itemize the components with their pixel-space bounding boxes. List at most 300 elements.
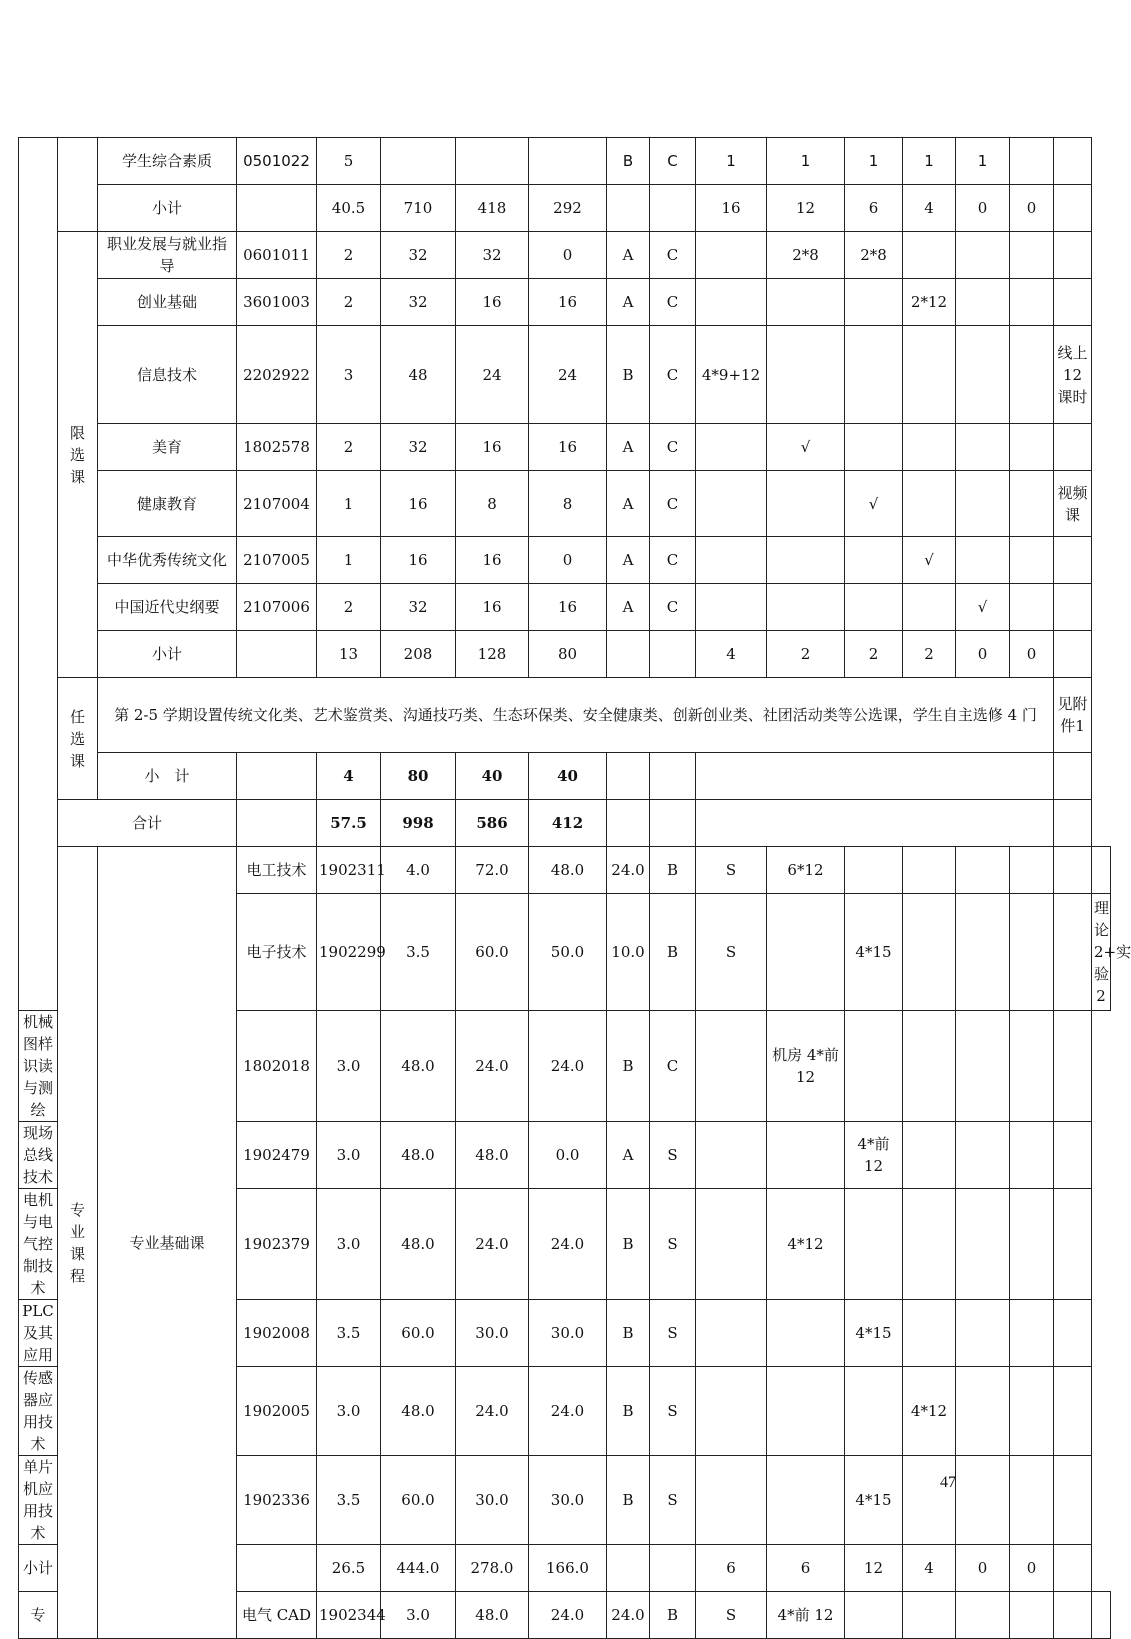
semester-2: [767, 1122, 845, 1189]
course-type: A: [607, 471, 650, 537]
total-hours: 32: [381, 424, 456, 471]
theory-hours: 24.0: [456, 1011, 529, 1122]
credits: 3.5: [381, 894, 456, 1011]
practice-hours: 16: [529, 424, 607, 471]
semester-1: 6*12: [767, 847, 845, 894]
semester-4: 4*12: [903, 1367, 956, 1456]
table-row: [19, 537, 1111, 584]
exam-type: C: [650, 471, 696, 537]
semester-6: [1010, 279, 1054, 326]
course-type: B: [607, 1011, 650, 1122]
credits: 3.0: [317, 1011, 381, 1122]
semester-5: [956, 1189, 1010, 1300]
semester-5: [956, 1300, 1010, 1367]
credits: 3.0: [317, 1122, 381, 1189]
course-code: 3601003: [237, 279, 317, 326]
course-name: 信息技术: [98, 326, 237, 424]
course-code: 0501022: [237, 138, 317, 185]
semester-6: [1054, 894, 1092, 1011]
exam-type: C: [650, 326, 696, 424]
semester-2: 2: [767, 631, 845, 678]
course-type: B: [607, 1189, 650, 1300]
remark: [1054, 185, 1092, 232]
semester-3: [845, 537, 903, 584]
semester-3: √: [845, 471, 903, 537]
total-hours: 60.0: [381, 1300, 456, 1367]
course-type: B: [607, 1456, 650, 1545]
credits: 3.5: [317, 1300, 381, 1367]
course-name: 单片机应用技术: [19, 1456, 58, 1545]
semester-3: 4*前 12: [845, 1122, 903, 1189]
semester-4: [903, 584, 956, 631]
semester-3: [845, 326, 903, 424]
theory-hours: 586: [456, 800, 529, 847]
exam-type: C: [650, 584, 696, 631]
semester-2: 12: [767, 185, 845, 232]
practice-hours: 24.0: [529, 1189, 607, 1300]
semester-4: 1: [903, 138, 956, 185]
course-type: B: [650, 847, 696, 894]
semester-6: [1010, 1456, 1054, 1545]
theory-hours: 418: [456, 185, 529, 232]
semester-2: 2*8: [767, 232, 845, 279]
semester-1: 6: [696, 1545, 767, 1592]
remark: [1054, 232, 1092, 279]
practice-hours: 30.0: [529, 1300, 607, 1367]
exam-type: S: [650, 1189, 696, 1300]
semester-2: √: [767, 424, 845, 471]
semester-4: 2*12: [903, 279, 956, 326]
semester-4: [903, 326, 956, 424]
semester-2: [845, 847, 903, 894]
total-row: [19, 800, 1111, 847]
credits: 1: [317, 471, 381, 537]
semester-2: [845, 1592, 903, 1639]
semester-2: [767, 471, 845, 537]
theory-hours: 128: [456, 631, 529, 678]
semester-1: [767, 894, 845, 1011]
table-row: [19, 232, 1111, 279]
course-name: 美育: [98, 424, 237, 471]
remark: [1054, 1122, 1092, 1189]
page-number: 47: [940, 1474, 956, 1491]
practice-hours: 24.0: [529, 1011, 607, 1122]
semester-2: 4*12: [767, 1189, 845, 1300]
remark: [1054, 1545, 1092, 1592]
theory-hours: 16: [456, 537, 529, 584]
semester-4: [903, 471, 956, 537]
course-name: 电机与电气控制技术: [19, 1189, 58, 1300]
practice-hours: 24.0: [607, 847, 650, 894]
theory-hours: 48.0: [456, 1122, 529, 1189]
exam-type: [650, 185, 696, 232]
course-type: B: [607, 1300, 650, 1367]
theory-hours: 24.0: [456, 1189, 529, 1300]
exam-type: [650, 800, 696, 847]
course-type: A: [607, 424, 650, 471]
subtotal-label: 小计: [98, 185, 237, 232]
elective-description: 第 2-5 学期设置传统文化类、艺术鉴赏类、沟通技巧类、生态环保类、安全健康类、创新创业类、社团活动类等公选课，学生自主选修 4 门: [98, 678, 1054, 753]
free-elective-label: 任选课: [58, 678, 98, 800]
practice-hours: 8: [529, 471, 607, 537]
credits: 13: [317, 631, 381, 678]
course-type: [607, 185, 650, 232]
exam-type: [650, 1545, 696, 1592]
semester-4: 4: [903, 1545, 956, 1592]
credits: 26.5: [317, 1545, 381, 1592]
course-name: 中国近代史纲要: [98, 584, 237, 631]
course-name: 机械图样识读与测绘: [19, 1011, 58, 1122]
theory-hours: 50.0: [529, 894, 607, 1011]
course-type: B: [650, 1592, 696, 1639]
course-code: [237, 1545, 317, 1592]
table-row: [19, 279, 1111, 326]
semester-6: [1010, 1367, 1054, 1456]
semester-4: 4: [903, 185, 956, 232]
semester-2: 机房 4*前 12: [767, 1011, 845, 1122]
course-type: B: [607, 326, 650, 424]
semester-6: [1010, 1189, 1054, 1300]
semester-4: [903, 1456, 956, 1545]
semester-1: 16: [696, 185, 767, 232]
semester-5: [956, 1456, 1010, 1545]
exam-type: [650, 631, 696, 678]
semester-6: [1010, 326, 1054, 424]
semester-4: [956, 1592, 1010, 1639]
remark: [1054, 800, 1092, 847]
exam-type: C: [650, 1011, 696, 1122]
semester-5: 0: [956, 185, 1010, 232]
semester-3: [845, 279, 903, 326]
credits: 3.0: [317, 1189, 381, 1300]
exam-type: S: [696, 847, 767, 894]
remark: [1054, 1300, 1092, 1367]
remark: [1054, 1189, 1092, 1300]
elective-row: [19, 678, 1111, 753]
semester-1: 1: [696, 138, 767, 185]
semester-6: [1010, 1122, 1054, 1189]
total-hours: 444.0: [381, 1545, 456, 1592]
exam-type: S: [650, 1367, 696, 1456]
exam-type: S: [650, 1456, 696, 1545]
total-hours: 48.0: [381, 1011, 456, 1122]
course-name: 电子技术: [237, 894, 317, 1011]
restricted-elective-label: 限选课: [58, 232, 98, 678]
semester-5: [1010, 847, 1054, 894]
total-hours: 48.0: [381, 1367, 456, 1456]
subtotal-row: [19, 185, 1111, 232]
remark: [1054, 1367, 1092, 1456]
semester-5: 0: [956, 1545, 1010, 1592]
course-name: 电气 CAD: [237, 1592, 317, 1639]
theory-hours: 24.0: [456, 1367, 529, 1456]
semester-4: [903, 1189, 956, 1300]
practice-hours: 80: [529, 631, 607, 678]
semester-6: [1010, 537, 1054, 584]
table-row: [19, 847, 1111, 894]
credits: 4: [317, 753, 381, 800]
course-code: 1902299: [317, 894, 381, 1011]
credits: 3.0: [317, 1367, 381, 1456]
remark: [1054, 279, 1092, 326]
credits: 2: [317, 584, 381, 631]
credits: 2: [317, 232, 381, 279]
semester-3: 2*8: [845, 232, 903, 279]
semester-6: [1010, 1011, 1054, 1122]
subtotal-row: [19, 631, 1111, 678]
semester-4: [956, 894, 1010, 1011]
total-hours: 32: [381, 232, 456, 279]
semester-2: 4*15: [845, 894, 903, 1011]
semester-3: [903, 894, 956, 1011]
theory-hours: 40: [456, 753, 529, 800]
semester-3: [845, 1189, 903, 1300]
theory-hours: 24.0: [529, 1592, 607, 1639]
course-code: 1902479: [237, 1122, 317, 1189]
course-code: 1802578: [237, 424, 317, 471]
semester-span: [696, 800, 1054, 847]
semester-5: [956, 1011, 1010, 1122]
course-code: 1902344: [317, 1592, 381, 1639]
remark: [1054, 424, 1092, 471]
semester-5: [956, 279, 1010, 326]
course-type: [607, 631, 650, 678]
remark: [1054, 138, 1092, 185]
semester-4: [956, 847, 1010, 894]
semester-1: [696, 471, 767, 537]
semester-2: [767, 326, 845, 424]
semester-5: [956, 537, 1010, 584]
course-code: 1902008: [237, 1300, 317, 1367]
course-name: PLC 及其应用: [19, 1300, 58, 1367]
practice-hours: 412: [529, 800, 607, 847]
semester-5: [956, 1367, 1010, 1456]
remark: [1054, 1011, 1092, 1122]
course-type: B: [607, 1367, 650, 1456]
semester-1: 4*前 12: [767, 1592, 845, 1639]
practice-hours: 16: [529, 279, 607, 326]
semester-2: [767, 1456, 845, 1545]
semester-4: [903, 1300, 956, 1367]
total-hours: 16: [381, 471, 456, 537]
practice-hours: 166.0: [529, 1545, 607, 1592]
total-hours: 48.0: [381, 1189, 456, 1300]
table-row: [19, 471, 1111, 537]
semester-6: [1010, 424, 1054, 471]
total-hours: 208: [381, 631, 456, 678]
course-code: 1902311: [317, 847, 381, 894]
semester-span: [696, 753, 1054, 800]
theory-hours: [456, 138, 529, 185]
exam-type: C: [650, 232, 696, 279]
exam-type: [650, 753, 696, 800]
semester-3: [845, 424, 903, 471]
remark: 线上12课时: [1054, 326, 1092, 424]
theory-hours: 32: [456, 232, 529, 279]
general-category-cell: [19, 138, 58, 1011]
course-name: 学生综合素质: [98, 138, 237, 185]
practice-hours: 0.0: [529, 1122, 607, 1189]
practice-hours: [529, 138, 607, 185]
semester-2: 6: [767, 1545, 845, 1592]
practice-hours: 292: [529, 185, 607, 232]
course-type: A: [607, 279, 650, 326]
exam-type: C: [650, 537, 696, 584]
course-name: 传感器应用技术: [19, 1367, 58, 1456]
semester-6: 0: [1010, 1545, 1054, 1592]
exam-type: S: [696, 894, 767, 1011]
remark: 见附件1: [1054, 678, 1092, 753]
semester-3: [845, 1367, 903, 1456]
course-code: [237, 631, 317, 678]
total-hours: 60.0: [381, 1456, 456, 1545]
theory-hours: 278.0: [456, 1545, 529, 1592]
group-a-cell: [58, 138, 98, 232]
total-hours: 72.0: [456, 847, 529, 894]
practice-hours: 0: [529, 232, 607, 279]
subtotal-label: 小计: [19, 1545, 58, 1592]
credits: 2: [317, 279, 381, 326]
semester-1: [696, 424, 767, 471]
semester-1: [696, 537, 767, 584]
course-type: [607, 800, 650, 847]
total-hours: 48: [381, 326, 456, 424]
semester-4: [903, 1122, 956, 1189]
semester-5: 0: [956, 631, 1010, 678]
curriculum-table: [18, 137, 1131, 1639]
course-code: 2107005: [237, 537, 317, 584]
credits: 40.5: [317, 185, 381, 232]
semester-6: [1054, 1592, 1092, 1639]
semester-6: [1010, 138, 1054, 185]
semester-1: [696, 232, 767, 279]
remark: 视频课: [1054, 471, 1092, 537]
exam-type: S: [650, 1122, 696, 1189]
semester-4: [903, 1011, 956, 1122]
remark: 理论2+实验2: [1092, 894, 1111, 1011]
total-hours: 32: [381, 279, 456, 326]
semester-5: [1010, 894, 1054, 1011]
course-code: 1802018: [237, 1011, 317, 1122]
course-name: 现场总线技术: [19, 1122, 58, 1189]
credits: 2: [317, 424, 381, 471]
semester-2: [767, 584, 845, 631]
semester-1: [696, 279, 767, 326]
semester-3: 1: [845, 138, 903, 185]
semester-3: [845, 1011, 903, 1122]
practice-hours: 30.0: [529, 1456, 607, 1545]
credits: 3.0: [381, 1592, 456, 1639]
credits: 57.5: [317, 800, 381, 847]
semester-2: [767, 279, 845, 326]
course-type: A: [607, 584, 650, 631]
subtotal-row: [19, 753, 1111, 800]
semester-5: [956, 1122, 1010, 1189]
semester-3: 4*15: [845, 1300, 903, 1367]
semester-6: [1010, 471, 1054, 537]
credits: 1: [317, 537, 381, 584]
subtotal-label: 小 计: [98, 753, 237, 800]
course-code: 2107006: [237, 584, 317, 631]
total-hours: 998: [381, 800, 456, 847]
semester-4: [903, 424, 956, 471]
semester-3: [903, 847, 956, 894]
semester-5: [956, 471, 1010, 537]
semester-2: [767, 1367, 845, 1456]
practice-hours: 24.0: [607, 1592, 650, 1639]
course-type: A: [607, 232, 650, 279]
exam-type: S: [696, 1592, 767, 1639]
theory-hours: 30.0: [456, 1300, 529, 1367]
semester-6: [1010, 584, 1054, 631]
credits: 4.0: [381, 847, 456, 894]
semester-4: [903, 232, 956, 279]
semester-2: 1: [767, 138, 845, 185]
theory-hours: 48.0: [529, 847, 607, 894]
semester-6: 0: [1010, 631, 1054, 678]
semester-3: 6: [845, 185, 903, 232]
semester-3: [903, 1592, 956, 1639]
course-code: [237, 185, 317, 232]
core-course-label: 专: [19, 1592, 58, 1639]
course-code: 2202922: [237, 326, 317, 424]
semester-2: [767, 1300, 845, 1367]
semester-1: [696, 1300, 767, 1367]
semester-3: [845, 584, 903, 631]
course-code: 1902005: [237, 1367, 317, 1456]
total-hours: 32: [381, 584, 456, 631]
exam-type: C: [650, 279, 696, 326]
practice-hours: 24.0: [529, 1367, 607, 1456]
semester-1: 4*9+12: [696, 326, 767, 424]
theory-hours: 30.0: [456, 1456, 529, 1545]
remark: [1092, 847, 1111, 894]
course-type: A: [607, 537, 650, 584]
total-hours: 710: [381, 185, 456, 232]
semester-6: [1010, 232, 1054, 279]
theory-hours: 8: [456, 471, 529, 537]
semester-5: [956, 424, 1010, 471]
course-code: 1902379: [237, 1189, 317, 1300]
course-name: 中华优秀传统文化: [98, 537, 237, 584]
practice-hours: 16: [529, 584, 607, 631]
course-type: [607, 1545, 650, 1592]
subtotal-label: 小计: [98, 631, 237, 678]
credits: 3: [317, 326, 381, 424]
practice-hours: 24: [529, 326, 607, 424]
course-name: 职业发展与就业指导: [98, 232, 237, 279]
practice-hours: 40: [529, 753, 607, 800]
practice-hours: 10.0: [607, 894, 650, 1011]
semester-5: [1010, 1592, 1054, 1639]
remark: [1054, 753, 1092, 800]
table-row: [19, 326, 1111, 424]
total-hours: 60.0: [456, 894, 529, 1011]
course-code: [237, 753, 317, 800]
total-label: 合计: [58, 800, 237, 847]
course-type: [607, 753, 650, 800]
semester-3: 12: [845, 1545, 903, 1592]
theory-hours: 16: [456, 279, 529, 326]
theory-hours: 16: [456, 424, 529, 471]
credits: 5: [317, 138, 381, 185]
exam-type: C: [650, 138, 696, 185]
semester-1: [696, 1367, 767, 1456]
semester-2: [767, 537, 845, 584]
semester-1: [696, 1189, 767, 1300]
course-name: 创业基础: [98, 279, 237, 326]
course-name: 健康教育: [98, 471, 237, 537]
